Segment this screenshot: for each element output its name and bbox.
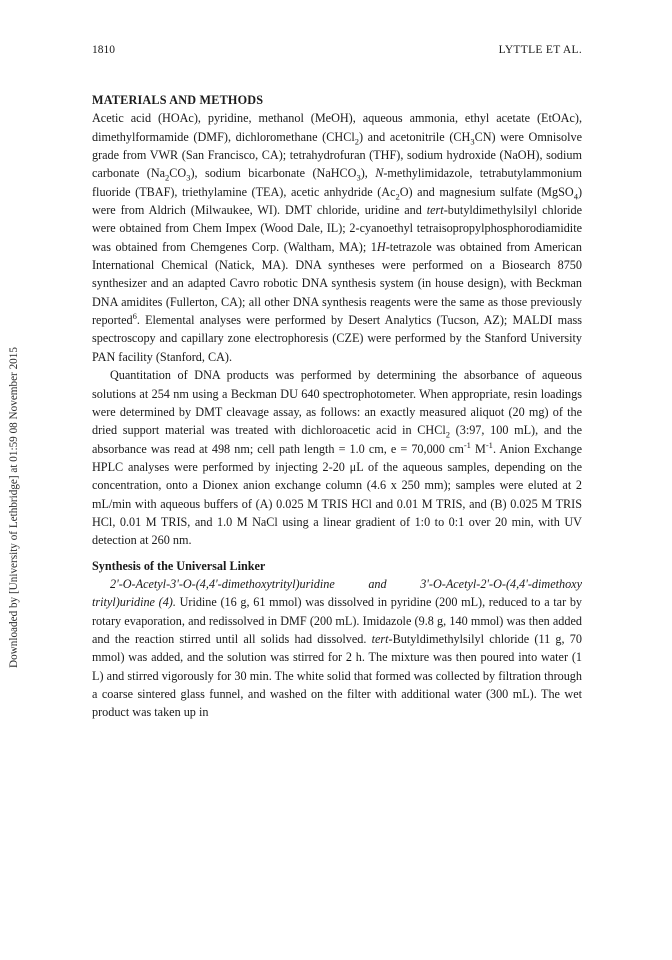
compound-title: 2'-O-Acetyl-3'-O-(4,4'-dimethoxytrityl)uridine and 3'-O-Acetyl-2'-O-(4,4'-dimethoxy trityl)uridine (4). [92, 576, 582, 610]
reference-6: 6 [132, 311, 137, 322]
page-number: 1810 [92, 44, 115, 56]
synthesis-paragraph: 2'-O-Acetyl-3'-O-(4,4'-dimethoxytrityl)uridine and 3'-O-Acetyl-2'-O-(4,4'-dimethoxy trityl)uridine (4). Uridine (16 g, 61 mmol) was dissolved in pyridine (200 mL), reduced to a tar by rotary evaporation, and redissolved in DMF (200 mL). Imidazole (9.8 g, 140 mmol) was then added and the reaction stirred until all solids had dissolved. tert-Butyldimethylsilyl chloride (11 g, 70 mmol) was added, and the solution was stirred for 2 h. The mixture was then poured into water (1 L) and stirred vigorously for 30 min. The white solid that formed was collected by filtration through a coarse sintered glass funnel, and washed on the filter with additional water (300 mL). The wet product was taken up in [92, 576, 583, 720]
page-header [92, 44, 582, 60]
section-heading-materials: MATERIALS AND METHODS [92, 93, 264, 107]
section-heading-synthesis: Synthesis of the Universal Linker [92, 558, 266, 573]
running-head: LYTTLE ET AL. [498, 44, 582, 56]
article-body [92, 91, 582, 722]
materials-paragraph-2: Quantitation of DNA products was performed by determining the absorbance of aqueous solutions at 254 nm using a Beckman DU 640 spectrophotometer. When appropriate, resin loadings were determined by DMT cleavage assay, as follows: an exactly measured aliquot (20 mg) of the dried support material was treated with dichloroacetic acid in CHCl$_2$ (3:97, 100 mL), and the absorbance was read at 498 nm; cell path length = 1.0 cm, e = 70,000 $cm^{-1}$ $M^{-1}$. Anion Exchange HPLC analyses were performed by injecting 2-20 μL of the aqueous samples, depending on the concentration, onto a Dionex anion exchange column (4.6 x 250 mm); samples were eluted at 2 mL/min with aqueous buffers of (A) 0.025 M TRIS HCl and 0.01 M TRIS, and (B) 0.025 M TRIS HCl, 0.01 M TRIS, and 1.0 M NaCl using a linear gradient of 1:0 to 0:1 over 20 min, with UV detection at 260 nm. [92, 368, 582, 548]
materials-paragraph-1: Acetic acid (HOAc), pyridine, methanol (MeOH), aqueous ammonia, ethyl acetate (EtOAc), dimethylformamide (DMF), dichloromethane (CHCl$_2$) and acetonitrile $(CH_3CN)$ were Omnisolve grade from VWR (San Francisco, CA); tetrahydrofuran (THF), sodium hydroxide (NaOH), sodium carbonate $(Na_2CO_3)$, sodium bicarbonate (NaHCO$_3$), N-methylimidazole, tetrabutylammonium fluoride (TBAF), triethylamine (TEA), acetic anhydride $(Ac_2O)$ and magnesium sulfate (MgSO$_4$) were from Aldrich (Milwaukee, WI). DMT chloride, uridine and tert-butyldimethylsilyl chloride were obtained from Chem Impex (Wood Dale, IL); 2-cyanoethyl tetraisopropylphosphorodiamidite was obtained from Chemgenes Corp. (Waltham, MA); 1H-tetrazole was obtained from American International Chemical (Natick, MA). DNA syntheses were performed on a Biosearch 8750 synthesizer and an adapted Cavro robotic DNA synthesis system (in house design), with Beckman DNA amidites (Fullerton, CA); all other DNA synthesis reagents were the same as those previously reported$^6$. Elemental analyses were performed by Desert Analytics (Tucson, AZ); MALDI mass spectroscopy and capillary zone electrophoresis (CZE) were performed by the Stanford University PAN facility (Stanford, CA). [92, 111, 583, 364]
download-notice: Downloaded by [University of Lethbridge] at 01:59 08 November 2015 [8, 347, 20, 668]
